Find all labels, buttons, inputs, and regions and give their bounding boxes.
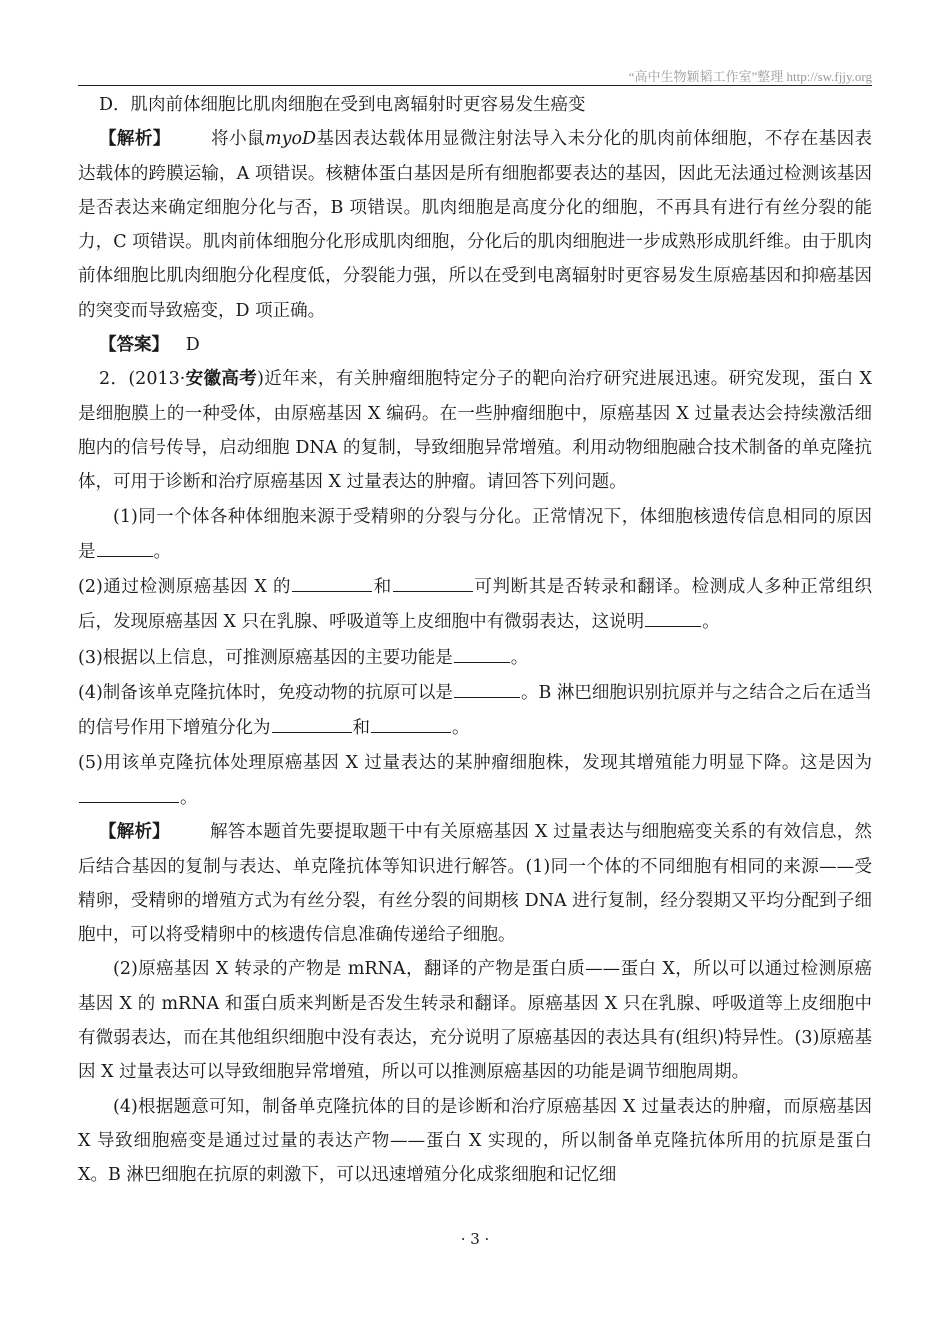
sub-question-3-text: (3)根据以上信息，可推测原癌基因的主要功能是 [78,647,453,668]
header-divider [78,85,872,86]
sub-question-2-text-2: 可判断其是否转录和翻译。检测成人多种正常组织后，发现原癌基因 X 只在乳腺、呼吸道等上皮细胞中有微弱表达，这说明 [78,577,873,633]
question-2-stem [78,362,872,499]
option-d: D．肌肉前体细胞比肌肉细胞在受到电离辐射时更容易发生癌变 [99,95,586,115]
sub-question-4-and: 和 [352,718,370,739]
answer-blank[interactable] [371,710,451,733]
analysis-paragraph-4: (4)根据题意可知，制备单克隆抗体的目的是诊断和治疗原癌基因 X 过量表达的肿瘤，而原癌基因 X 导致细胞癌变是通过过量的表达产物——蛋白 X 实现的，所以制备单克隆抗体所用的抗原是蛋白 X。B 淋巴细胞在抗原的刺激下，可以迅速增殖分化成浆细胞和记忆细 [78,1096,872,1186]
question-2-source: 安徽高考 [185,369,258,390]
answer-blank[interactable] [393,569,473,592]
analysis-text-rest: 基因表达载体用显微注射法导入未分化的肌肉前体细胞，不存在基因表达载体的跨膜运输，A 项错误。核糖体蛋白基因是所有细胞都要表达的基因，因此无法通过检测该基因是否表达来确定细胞分化与否，B 项错误。肌肉细胞是高度分化的细胞，不再具有进行有丝分裂的能力，C 项错误。肌肉前体细胞分化形成肌肉细胞，分化后的肌肉细胞进一步成熟形成肌纤维。由于肌肉前体细胞比肌肉细胞分化程度低，分裂能力强，所以在受到电离辐射时更容易发生原癌基因和抑癌基因的突变而导致癌变，D 项正确。 [78,129,873,321]
answer-blank[interactable] [645,604,701,627]
sub-question-4 [78,675,872,746]
answer-blank[interactable] [272,710,352,733]
sub-question-3 [78,640,872,675]
sub-question-2 [78,569,872,640]
analysis-tag: 【解析】 [99,822,170,843]
answer-tag: 【答案】 [99,335,169,356]
sub-question-1 [78,500,872,570]
sub-question-4-text: (4)制备该单克隆抗体时，免疫动物的抗原可以是 [78,683,453,704]
sub-question-3-end: 。 [510,647,529,668]
answer-value: D [185,335,200,356]
answer-blank[interactable] [292,569,372,592]
sub-question-5 [78,746,872,816]
analysis-paragraph-3: (2)原癌基因 X 转录的产物是 mRNA，翻译的产物是蛋白质——蛋白 X，所以可以通过检测原癌基因 X 的 mRNA 和蛋白质来判断是否发生转录和翻译。原癌基因 X 只在乳腺、呼吸道等上皮细胞中有微弱表达，而在其他组织细胞中没有表达，充分说明了原癌基因的表达具有(组织)特异性。(3)原癌基因 X 过量表达可以导致细胞异常增殖，所以可以推测原癌基因的功能是调节细胞周期。 [78,959,872,1083]
sub-question-1-end: 。 [153,541,171,562]
sub-question-4-text-2: 。B 淋巴细胞识别抗原并与之结合之后在适当的信号作用下增殖分化为 [78,683,872,739]
page-number: · 3 · [460,1230,490,1248]
gene-name: myoD [265,129,317,150]
answer-blank[interactable] [454,640,510,663]
answer-blank[interactable] [97,534,153,557]
analysis-paragraph-1 [78,122,872,328]
sub-question-5-text: (5)用该单克隆抗体处理原癌基因 X 过量表达的某肿瘤细胞株，发现其增殖能力明显下降。这是因为 [78,752,872,773]
analysis-tag: 【解析】 [99,129,171,150]
question-2-text: )近年来，有关肿瘤细胞特定分子的靶向治疗研究进展迅速。研究发现，蛋白 X 是细胞膜上的一种受体，由原癌基因 X 编码。在一些肿瘤细胞中，原癌基因 X 过量表达会持续激活细胞内的信号传导，启动细胞 DNA 的复制，导致细胞异常增殖。利用动物细胞融合技术制备的单克隆抗体，可用于诊断和治疗原癌基因 X 过量表达的肿瘤。请回答下列问题。 [78,369,872,493]
document-body [78,88,872,1193]
answer-blank[interactable] [454,675,520,698]
sub-question-2-and: 和 [373,577,392,598]
sub-question-2-text: (2)通过检测原癌基因 X 的 [78,577,292,598]
header-source-note: “高中生物颖韬工作室”整理 http://sw.fjjy.org [628,69,872,84]
sub-question-1-text: (1)同一个体各种体细胞来源于受精卵的分裂与分化。正常情况下，体细胞核遗传信息相同的原因是 [78,506,872,562]
sub-question-5-end: 。 [180,787,198,808]
analysis-paragraph-2 [78,815,872,952]
answer-blank[interactable] [79,780,179,803]
sub-question-4-end: 。 [452,718,470,739]
analysis-text-start: 将小鼠 [210,129,265,150]
answer-line [78,328,872,362]
question-2-number: 2．(2013· [99,369,186,390]
sub-question-2-end: 。 [702,612,720,633]
analysis-2-text: 解答本题首先要提取题干中有关原癌基因 X 过量表达与细胞癌变关系的有效信息，然后结合基因的复制与表达、单克隆抗体等知识进行解答。(1)同一个体的不同细胞有相同的来源——受精卵，受精卵的增殖方式为有丝分裂，有丝分裂的间期核 DNA 进行复制，经分裂期又平均分配到子细胞中，可以将受精卵中的核遗传信息准确传递给子细胞。 [78,822,872,946]
